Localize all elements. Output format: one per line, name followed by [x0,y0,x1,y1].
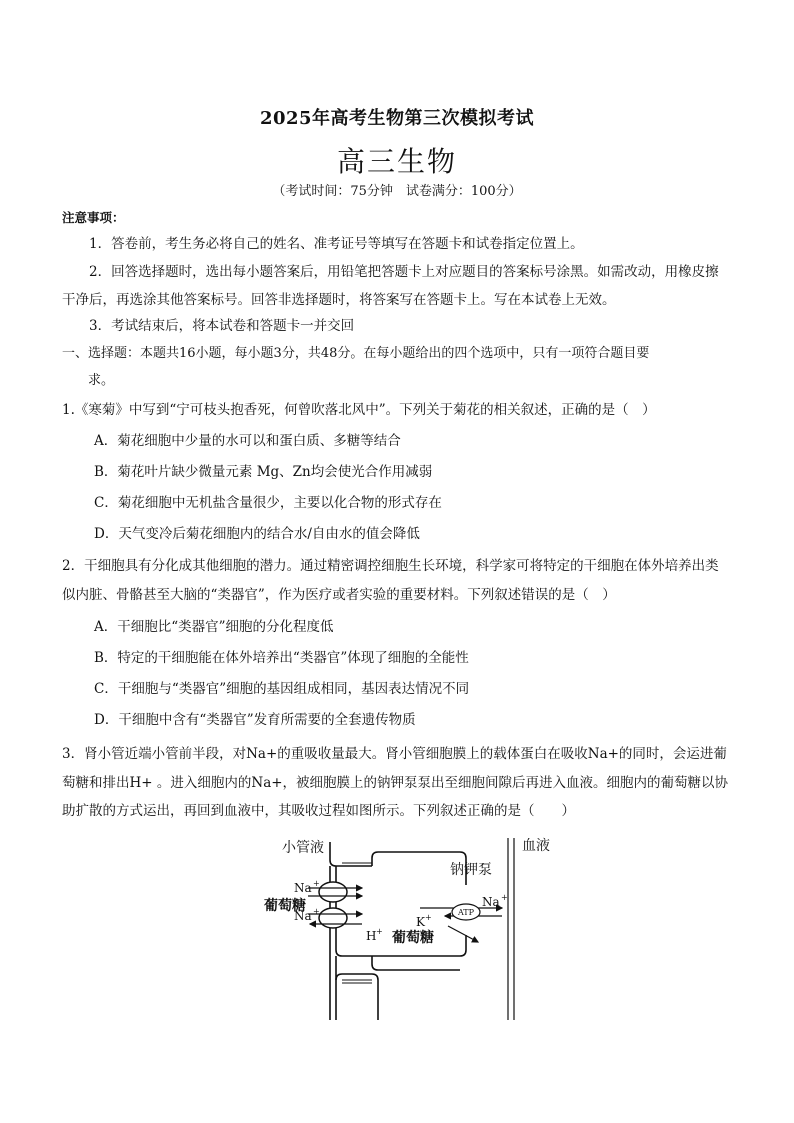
na-top-label: Na [294,881,312,895]
question-1-option-d: D．天气变冷后菊花细胞内的结合水/自由水的值会降低 [94,526,420,542]
k-ion-charge: + [425,913,432,922]
note-item-2: 2．回答选择题时，选出每小题答案后，用铅笔把答题卡上对应题目的答案标号涂黑。如需改动，用橡皮擦干净后，再选涂其他答案标号。回答非选择题时，将答案写在答题卡上。写在本试卷上无效。 [62,264,719,308]
question-3-stem: 3．肾小管近端小管前半段，对Na+的重吸收量最大。肾小管细胞膜上的载体蛋白在吸收Na+的同时，会运进葡萄糖和排出H+ 。进入细胞内的Na+，被细胞膜上的钠钾泵泵出至细胞间隙后再进入血液。细胞内的葡萄糖以协助扩散的方式运出，再回到血液中，其吸收过程如图所示。下列叙述正确的是（ ） [62,746,729,819]
lumen-label: 小管液 [282,840,324,856]
sodium-potassium-pump [452,904,480,920]
pump-label: 钠钾泵 [450,862,492,878]
exam-info: （考试时间：75分钟 试卷满分：100分） [272,184,522,199]
question-1-option-a: A．菊花细胞中少量的水可以和蛋白质、多糖等结合 [94,433,401,449]
na-bottom-charge: + [313,907,320,916]
section-title [62,340,730,394]
cotransporters [319,882,347,928]
section-title-line2: 求。 [88,373,115,388]
kidney-tubule-diagram [264,830,570,1020]
notes-heading: 注意事项： [62,210,125,225]
question-2-option-c: C．干细胞与“类器官”细胞的基因组成相同，基因表达情况不同 [94,681,470,697]
question-1-option-b: B．菊花叶片缺少微量元素 Mg、Zn均会使光合作用减弱 [94,464,433,480]
subject-title: 高三生物 [336,145,457,178]
question-2-option-b: B．特定的干细胞能在体外培养出“类器官”体现了细胞的全能性 [94,650,469,666]
section-title-line1: 一、选择题：本题共16小题，每小题3分，共48分。在每小题给出的四个选项中，只有一项符合题目要 [62,346,650,361]
h-ion-label: H [366,929,377,943]
h-ion-charge: + [376,927,383,936]
question-1-stem: 1.《寒菊》中写到“宁可枝头抱香死，何曾吹落北风中”。下列关于菊花的相关叙述，正确的是（ ） [62,402,656,418]
na-pump-charge: + [501,893,508,902]
blood-vessel-wall [508,838,514,1020]
question-2-stem: 2．干细胞具有分化成其他细胞的潜力。通过精密调控细胞生长环境，科学家可将特定的干细胞在体外培养出类似内脏、骨骼甚至大脑的“类器官”，作为医疗或者实验的重要材料。下列叙述错误的是（ ） [62,558,719,603]
na-top-charge: + [313,879,320,888]
question-2-option-d: D．干细胞中含有“类器官”发育所需要的全套遗传物质 [94,712,416,728]
na-bottom-label: Na [294,909,312,923]
note-item-1: 1．答卷前，考生务必将自己的姓名、准考证号等填写在答题卡和试卷指定位置上。 [89,236,584,252]
atp-label: ATP [457,908,475,917]
glucose-label-right: 葡萄糖 [392,930,434,946]
glucose-label-left: 葡萄糖 [264,898,306,914]
question-1-option-c: C．菊花细胞中无机盐含量很少，主要以化合物的形式存在 [94,495,442,511]
exam-title: 2025年高考生物第三次模拟考试 [259,108,535,129]
na-pump-label: Na [482,895,500,909]
k-ion-label: K [416,915,425,929]
blood-label: 血液 [522,838,550,854]
question-2-option-a: A．干细胞比“类器官”细胞的分化程度低 [94,619,334,635]
note-item-3: 3．考试结束后，将本试卷和答题卡一并交回 [89,318,355,334]
